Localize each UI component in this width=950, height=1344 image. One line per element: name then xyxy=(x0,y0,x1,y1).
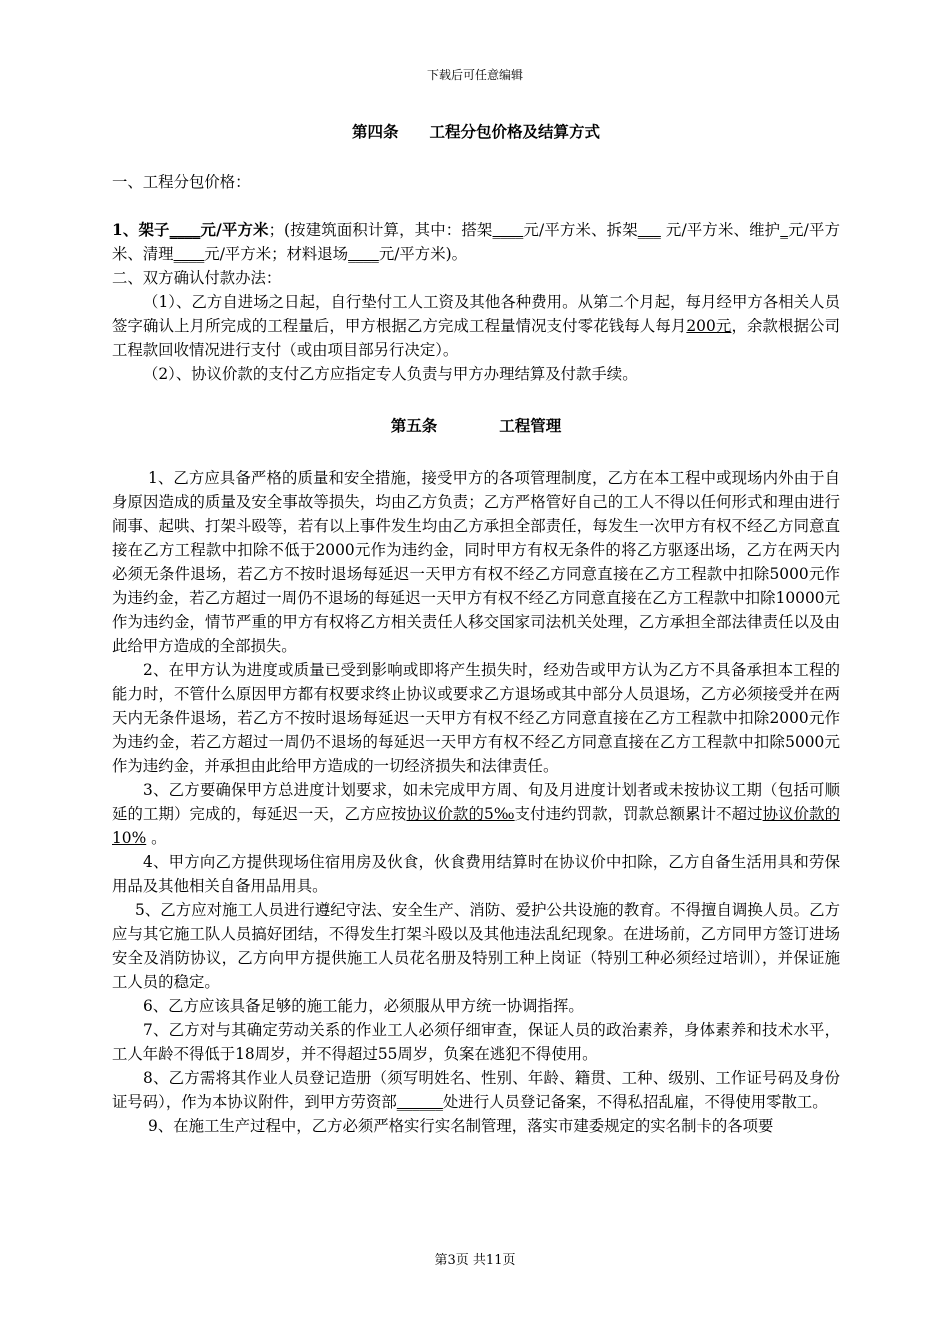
clause-6: 6、乙方应该具备足够的施工能力，必须服从甲方统一协调指挥。 xyxy=(143,997,584,1015)
page-header: 下载后可任意编辑 xyxy=(426,68,523,82)
payment-clause-2: （2）、协议价款的支付乙方应指定专人负责与甲方办理结算及付款手续。 xyxy=(143,365,638,383)
clause-9: 9、在施工生产过程中，乙方必须严格实行实名制管理，落实市建委规定的实名制卡的各项要 xyxy=(148,1117,774,1135)
document-body xyxy=(112,120,840,1138)
section-payment: 二、双方确认付款办法： xyxy=(112,269,282,287)
article5-title: 第五条 工程管理 xyxy=(390,416,562,435)
article4-title: 第四条 工程分包价格及结算方式 xyxy=(351,122,600,141)
clause-3: 3、乙方要确保甲方总进度计划要求，如未完成甲方周、旬及月进度计划者或未按协议工期（包括可顺延的工期）完成的，每延迟一天，乙方应按协议价款的5‰支付违约罚款，罚款总额累计不超过协议价款的10% 。 xyxy=(112,781,840,847)
clause-5: 5、乙方应对施工人员进行遵纪守法、安全生产、消防、爱护公共设施的教育。不得擅自调换人员。乙方应与其它施工队人员搞好团结，不得发生打架斗殴以及其他违法乱纪现象。在进场前，乙方同甲方签订进场安全及消防协议，乙方向甲方提供施工人员花名册及特别工种上岗证（特别工种必须经过培训），并保证施工人员的稳定。 xyxy=(112,901,840,991)
page-footer: 第3页 共11页 xyxy=(434,1253,516,1268)
payment-clause-1: （1）、乙方自进场之日起，自行垫付工人工资及其他各种费用。从第二个月起，每月经甲方各相关人员签字确认上月所完成的工程量后，甲方根据乙方完成工程量情况支付零花钱每人每月200元，余款根据公司工程款回收情况进行支付（或由项目部另行决定）。 xyxy=(112,293,840,359)
clause-1: 1、乙方应具备严格的质量和安全措施，接受甲方的各项管理制度，乙方在本工程中或现场内外由于自身原因造成的质量及安全事故等损失，均由乙方负责；乙方严格管好自己的工人不得以任何形式和理由进行闹事、起哄、打架斗殴等，若有以上事件发生均由乙方承担全部责任，每发生一次甲方有权不经乙方同意直接在乙方工程款中扣除不低于2000元作为违约金，同时甲方有权无条件的将乙方驱逐出场，乙方在两天内必须无条件退场，若乙方不按时退场每延迟一天甲方有权不经乙方同意直接在乙方工程款中扣除5000元作为违约金，若乙方超过一周仍不退场的每延迟一天甲方有权不经乙方同意直接在乙方工程款中扣除10000元作为违约金，情节严重的甲方有权将乙方相关责任人移交国家司法机关处理，乙方承担全部法律责任以及由此给甲方造成的全部损失。 xyxy=(112,469,840,655)
clause-2: 2、在甲方认为进度或质量已受到影响或即将产生损失时，经劝告或甲方认为乙方不具备承担本工程的能力时，不管什么原因甲方都有权要求终止协议或要求乙方退场或其中部分人员退场，乙方必须接受并在两天内无条件退场，若乙方不按时退场每延迟一天甲方有权不经乙方同意直接在乙方工程款中扣除2000元作为违约金，若乙方超过一周仍不退场的每延迟一天甲方有权不经乙方同意直接在乙方工程款中扣除5000元作为违约金，并承担由此给甲方造成的一切经济损失和法律责任。 xyxy=(112,661,840,775)
section-price: 一、工程分包价格： xyxy=(112,173,251,191)
clause-7: 7、乙方对与其确定劳动关系的作业工人必须仔细审查，保证人员的政治素养，身体素养和技术水平，工人年龄不得低于18周岁，并不得超过55周岁，负案在逃犯不得使用。 xyxy=(112,1021,840,1063)
item-scaffold: 1、架子____元/平方米；(按建筑面积计算，其中：搭架____元/平方米、拆架___ 元/平方米、维护_元/平方米、清理____元/平方米；材料退场____元/平方米)。 xyxy=(112,221,840,263)
clause-4: 4、甲方向乙方提供现场住宿用房及伙食，伙食费用结算时在协议价中扣除，乙方自备生活用具和劳保用品及其他相关自备用品用具。 xyxy=(112,853,840,895)
clause-8: 8、乙方需将其作业人员登记造册（须写明姓名、性别、年龄、籍贯、工种、级别、工作证号码及身份证号码），作为本协议附件，到甲方劳资部______处进行人员登记备案，不得私招乱雇，不得使用零散工。 xyxy=(112,1069,840,1111)
